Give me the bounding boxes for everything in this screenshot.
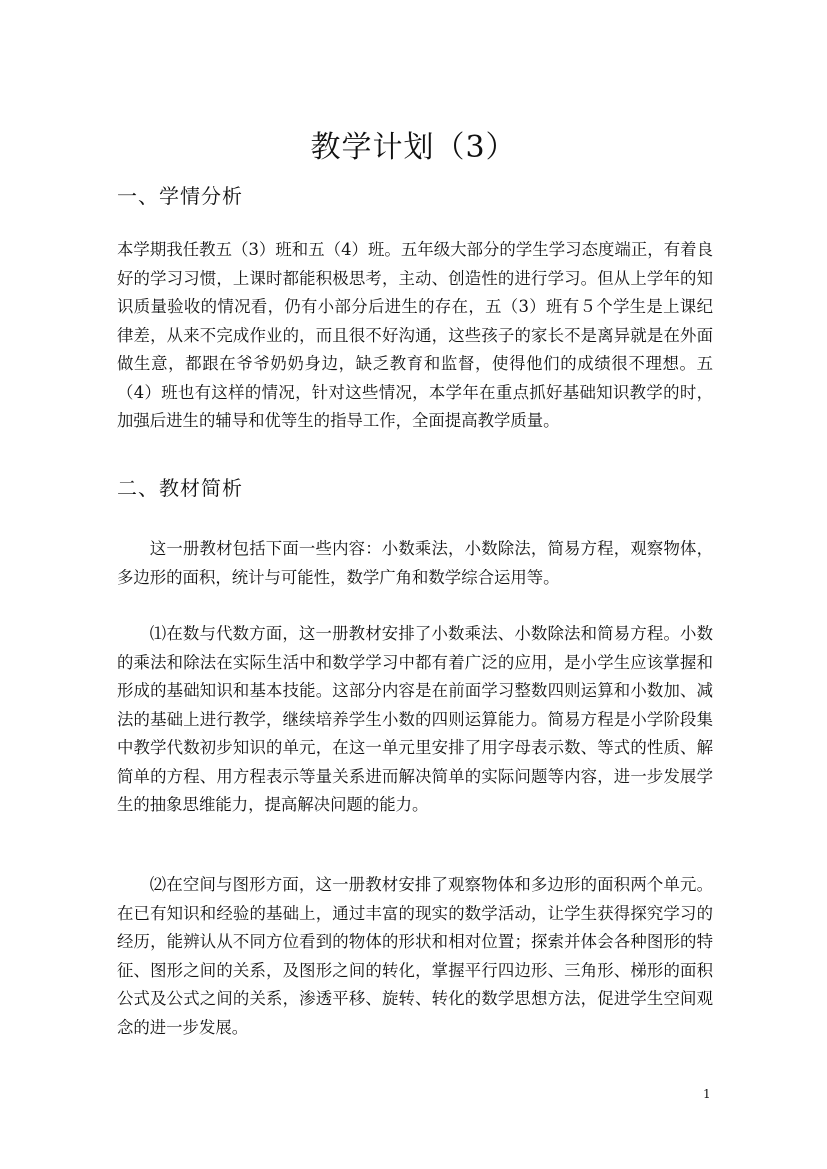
paragraph-learning-analysis: 本学期我任教五（3）班和五（4）班。五年级大部分的学生学习态度端正，有着良好的学习习惯，上课时都能积极思考，主动、创造性的进行学习。但从上学年的知识质量验收的情况看，仍有小部分后进生的存在，五（3）班有５个学生是上课纪律差，从来不完成作业的，而且很不好沟通，这些孩子的家长不是离异就是在外面做生意，都跟在爷爷奶奶身边，缺乏教育和监督，使得他们的成绩很不理想。五（4）班也有这样的情况，针对这些情况，本学年在重点抓好基础知识教学的时，加强后进生的辅导和优等生的指导工作，全面提高教学质量。 (117, 240, 713, 430)
section-heading-learning-analysis: 一、学情分析 (117, 184, 243, 208)
page-number: 1 (703, 1087, 711, 1101)
section-heading-textbook-analysis: 二、教材简析 (117, 476, 243, 500)
paragraph-textbook-contents: 这一册教材包括下面一些内容：小数乘法，小数除法，简易方程，观察物体，多边形的面积，统计与可能性，数学广角和数学综合运用等。 (117, 539, 713, 587)
document-title: 教学计划（3） (310, 130, 517, 165)
paragraph-space-geometry: ⑵在空间与图形方面，这一册教材安排了观察物体和多边形的面积两个单元。在已有知识和经验的基础上，通过丰富的现实的数学活动，让学生获得探究学习的经历，能辨认从不同方位看到的物体的形状和相对位置；探索并体会各种图形的特征、图形之间的关系，及图形之间的转化，掌握平行四边形、三角形、梯形的面积公式及公式之间的关系，渗透平移、旋转、转化的数学思想方法，促进学生空间观念的进一步发展。 (117, 875, 713, 1037)
paragraph-number-algebra: ⑴在数与代数方面，这一册教材安排了小数乘法、小数除法和简易方程。小数的乘法和除法在实际生活中和数学学习中都有着广泛的应用，是小学生应该掌握和形成的基础知识和基本技能。这部分内容是在前面学习整数四则运算和小数加、减法的基础上进行教学，继续培养学生小数的四则运算能力。简易方程是小学阶段集中教学代数初步知识的单元，在这一单元里安排了用字母表示数、等式的性质、解简单的方程、用方程表示等量关系进而解决简单的实际问题等内容，进一步发展学生的抽象思维能力，提高解决问题的能力。 (117, 624, 713, 814)
